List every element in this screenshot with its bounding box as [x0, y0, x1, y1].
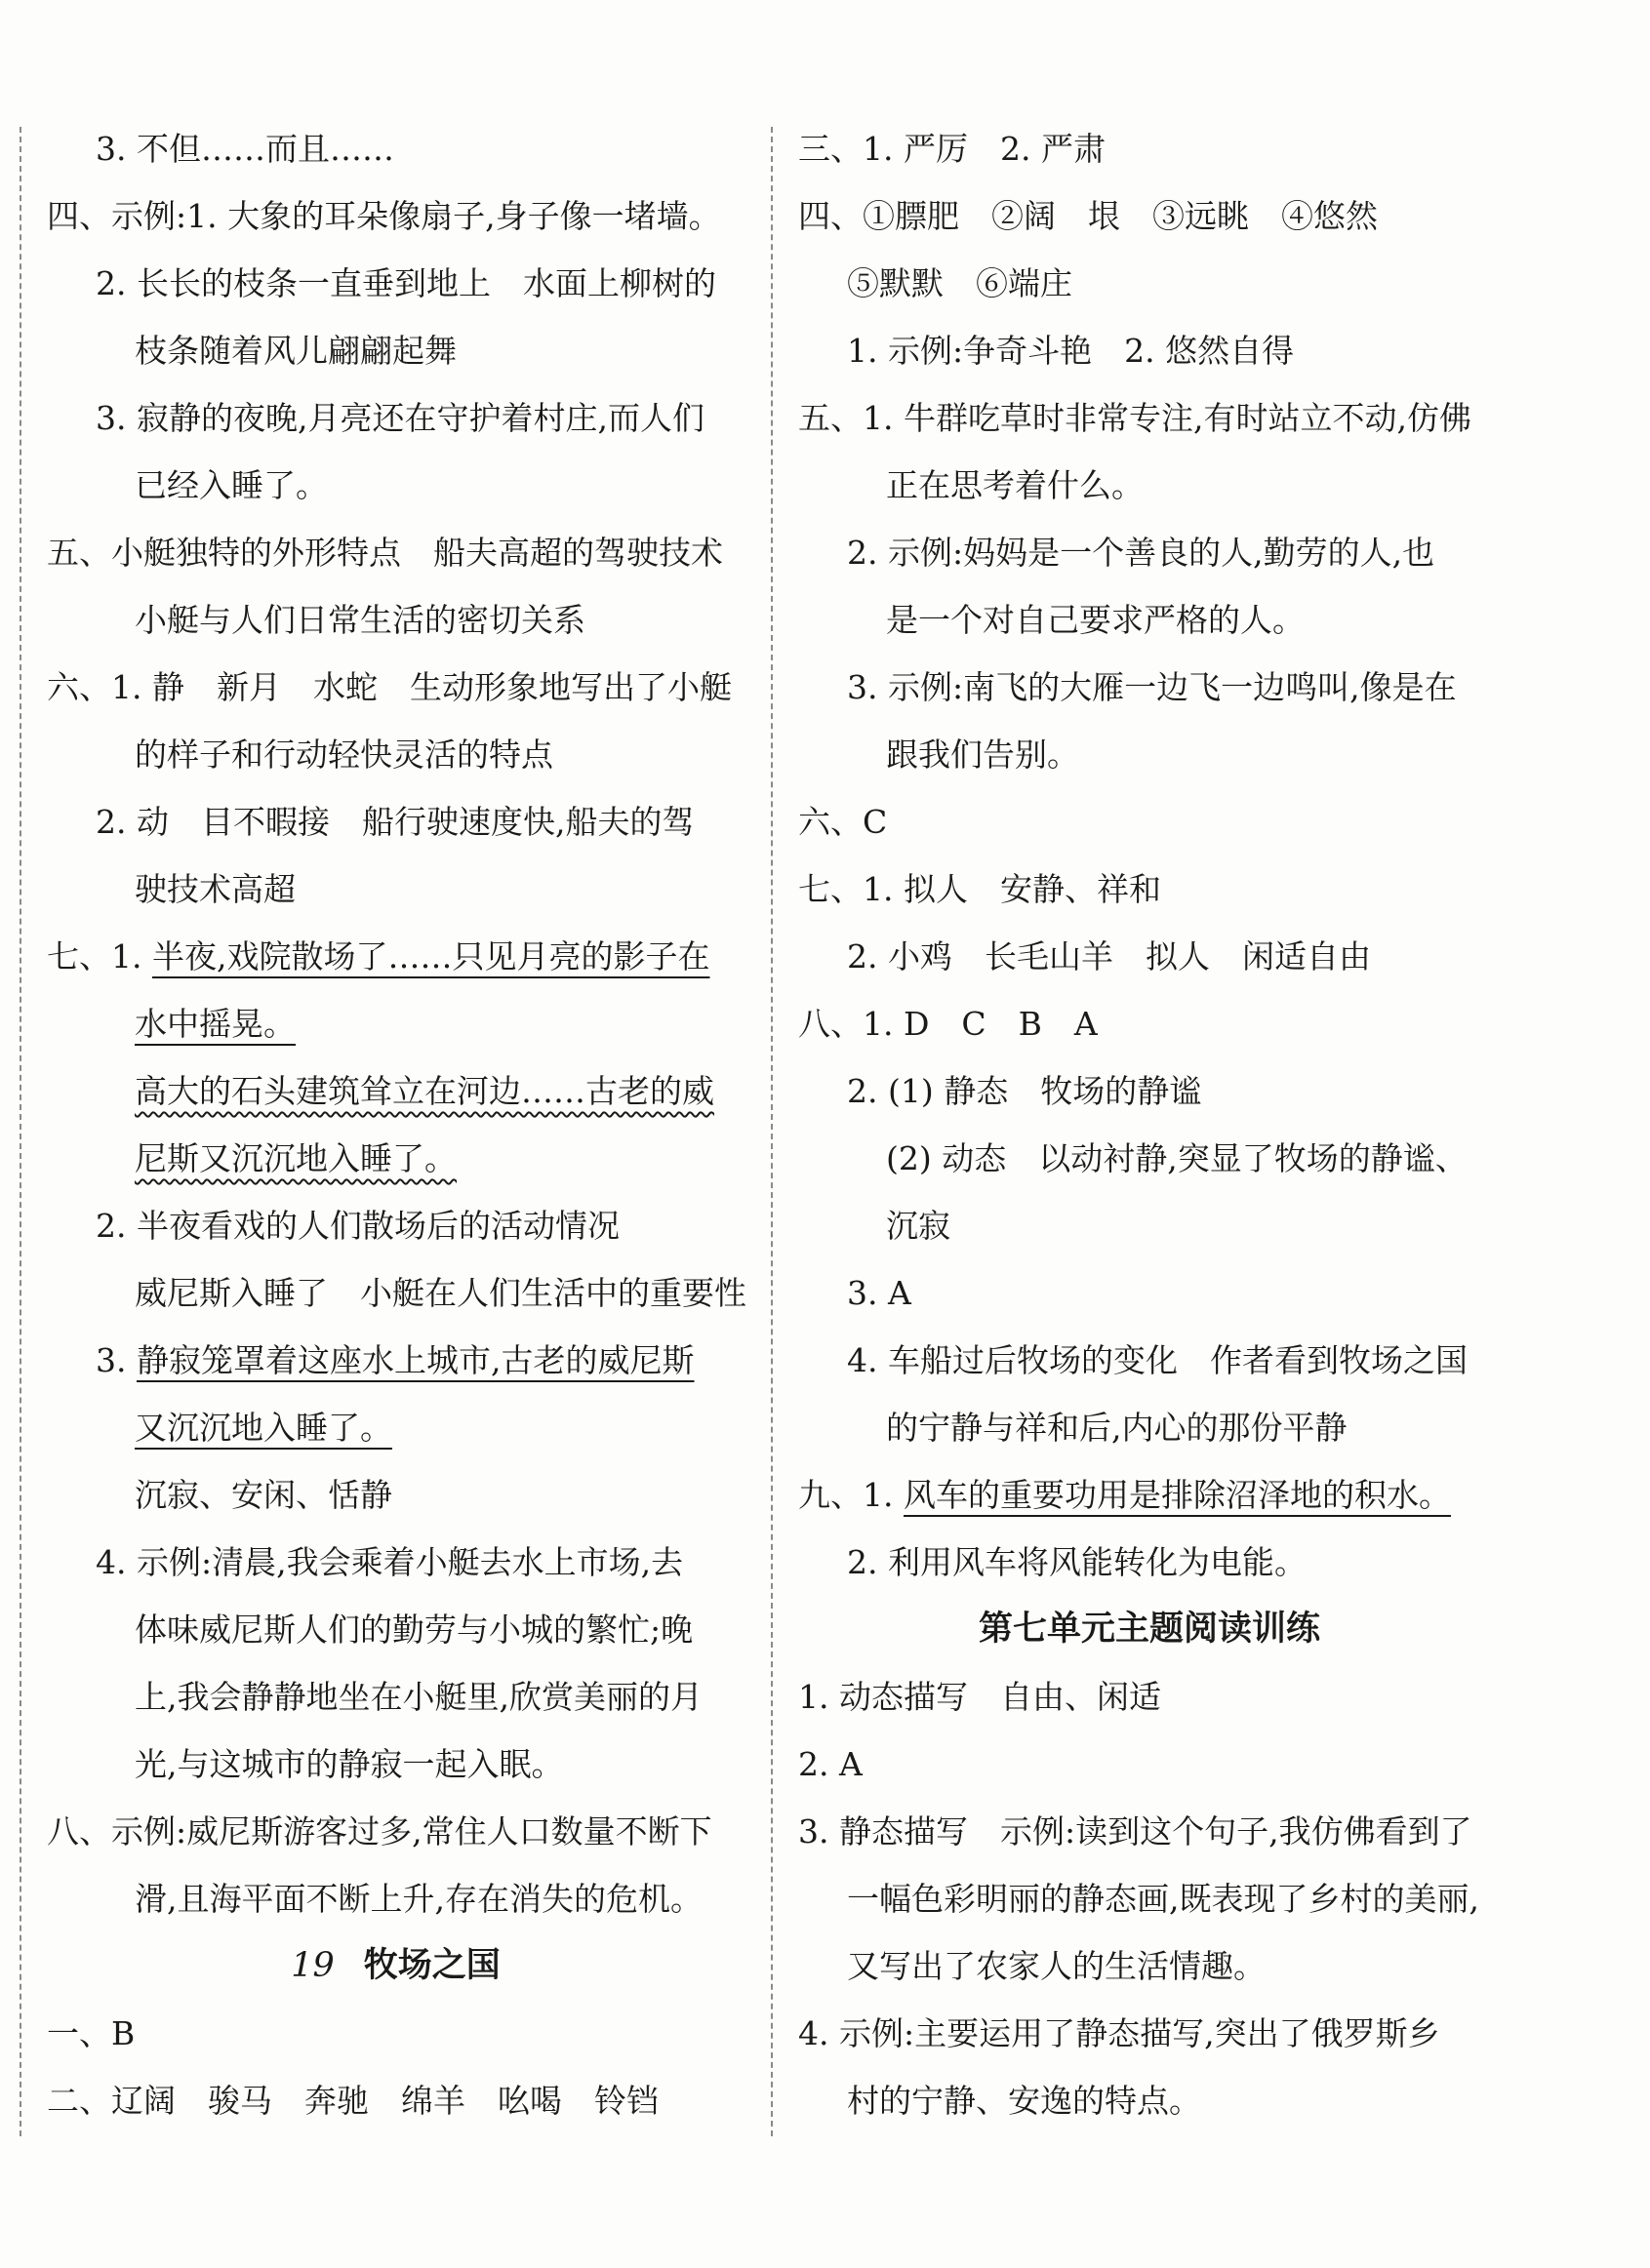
answer-line [47, 855, 745, 923]
answer-text: 五、1. 牛群吃草时非常专注,有时站立不动,仿佛 [798, 399, 1471, 437]
underlined-text: 风车的重要功用是排除沼泽地的积水。 [903, 1476, 1451, 1514]
answer-text: 二、辽阔 骏马 奔驰 绵羊 吆喝 铃铛 [47, 2082, 659, 2120]
answer-line [47, 1596, 745, 1663]
answer-line [47, 2000, 745, 2067]
answer-text: 的宁静与祥和后,内心的那份平静 [886, 1409, 1348, 1447]
answer-line [798, 384, 1501, 452]
answer-line [798, 721, 1501, 788]
answer-text: 2. 长长的枝条一直垂到地上 水面上柳树的 [96, 264, 716, 302]
answer-line [47, 182, 745, 250]
answer-line [47, 1394, 745, 1461]
answer-text: (2) 动态 以动衬静,突显了牧场的静谧、 [886, 1139, 1468, 1177]
answer-line [47, 1192, 745, 1259]
answer-line [47, 654, 745, 721]
answer-text: 2. 小鸡 长毛山羊 拟人 闲适自由 [847, 937, 1371, 975]
answer-text: 3. 不但……而且…… [96, 130, 394, 168]
answer-line [47, 1663, 745, 1731]
answer-line [798, 519, 1501, 586]
answer-text: 上,我会静静地坐在小艇里,欣赏美丽的月 [135, 1678, 703, 1716]
answer-text: 跟我们告别。 [886, 736, 1079, 774]
answer-line [798, 1057, 1501, 1125]
answer-text: 1. 动态描写 自由、闲适 [798, 1678, 1161, 1716]
answer-text: 2. 示例:妈妈是一个善良的人,勤劳的人,也 [847, 534, 1435, 572]
answer-line [798, 2000, 1501, 2067]
answer-text: 三、1. 严厉 2. 严肃 [798, 130, 1106, 168]
left-margin-dashed-line [20, 127, 21, 2136]
answer-line [798, 1461, 1501, 1529]
answer-line [47, 1057, 745, 1125]
answer-line [798, 182, 1501, 250]
answer-text: 3. 寂静的夜晚,月亮还在守护着村庄,而人们 [96, 399, 704, 437]
answer-text: 正在思考着什么。 [886, 466, 1144, 504]
answer-label: 七、1. [47, 937, 152, 975]
answer-text: 4. 车船过后牧场的变化 作者看到牧场之国 [847, 1341, 1468, 1379]
answer-text: 2. (1) 静态 牧场的静谧 [847, 1072, 1202, 1110]
answer-line [47, 250, 745, 317]
answer-text: 4. 示例:主要运用了静态描写,突出了俄罗斯乡 [798, 2014, 1440, 2052]
answer-line [798, 1932, 1501, 2000]
answer-line [47, 788, 745, 855]
answer-text: 2. A [798, 1745, 863, 1783]
answer-line [798, 1192, 1501, 1259]
answer-text: 2. 动 目不暇接 船行驶速度快,船夫的驾 [96, 803, 695, 841]
underlined-text: 尼斯又沉沉地入睡了。 [135, 1139, 457, 1177]
answer-line [47, 115, 745, 182]
answer-text: 2. 半夜看戏的人们散场后的活动情况 [96, 1207, 620, 1245]
underlined-text: 半夜,戏院散场了……只见月亮的影子在 [151, 937, 710, 975]
answer-text: 六、1. 静 新月 水蛇 生动形象地写出了小艇 [47, 668, 732, 706]
column-divider-dashed-line [771, 127, 773, 2136]
answer-text: 五、小艇独特的外形特点 船夫高超的驾驶技术 [47, 534, 723, 572]
left-answer-lines [47, 115, 745, 1932]
answer-line [798, 1259, 1501, 1327]
answer-line [798, 1394, 1501, 1461]
answer-line [798, 788, 1501, 855]
answer-text: 威尼斯入睡了 小艇在人们生活中的重要性 [135, 1274, 746, 1312]
answer-line [47, 1461, 745, 1529]
answer-line [798, 1731, 1501, 1798]
answer-line [47, 721, 745, 788]
answer-text: 七、1. 拟人 安静、祥和 [798, 870, 1161, 908]
answer-text: 4. 示例:清晨,我会乘着小艇去水上市场,去 [96, 1543, 684, 1581]
answer-line [798, 115, 1501, 182]
answer-text: 已经入睡了。 [135, 466, 328, 504]
answer-text: 又写出了农家人的生活情趣。 [847, 1947, 1266, 1985]
answer-line [47, 1125, 745, 1192]
answer-text: 3. 静态描写 示例:读到这个句子,我仿佛看到了 [798, 1812, 1472, 1850]
answer-text: 小艇与人们日常生活的密切关系 [135, 601, 585, 639]
answer-text: 3. 示例:南飞的大雁一边飞一边鸣叫,像是在 [847, 668, 1457, 706]
answer-line [47, 1259, 745, 1327]
right-answer-lines [798, 115, 1501, 1596]
unit-7-answers [798, 1663, 1501, 2134]
answer-text: 1. 示例:争奇斗艳 2. 悠然自得 [847, 332, 1295, 370]
answer-text: 2. 利用风车将风能转化为电能。 [847, 1543, 1307, 1581]
answer-line [798, 586, 1501, 654]
answer-text: 四、①膘肥 ②阔 垠 ③远眺 ④悠然 [798, 197, 1378, 235]
answer-line [47, 384, 745, 452]
answer-text: 沉寂、安闲、恬静 [135, 1476, 392, 1514]
answer-line [798, 2067, 1501, 2134]
lesson-19-heading [47, 1932, 745, 2000]
answer-text: 八、示例:威尼斯游客过多,常住人口数量不断下 [47, 1812, 712, 1850]
underlined-text: 又沉沉地入睡了。 [135, 1409, 392, 1447]
answer-line [798, 855, 1501, 923]
answer-line [47, 317, 745, 384]
lesson-19-answers [47, 2000, 745, 2134]
answer-text: 滑,且海平面不断上升,存在消失的危机。 [135, 1880, 703, 1918]
answer-text: 六、C [798, 803, 888, 841]
answer-line [798, 1865, 1501, 1932]
answer-line [47, 1327, 745, 1394]
answer-line [798, 1529, 1501, 1596]
answer-line [798, 1798, 1501, 1865]
answer-line [47, 1731, 745, 1798]
answer-line [798, 923, 1501, 990]
answer-text: 的样子和行动轻快灵活的特点 [135, 736, 553, 774]
answer-line [798, 990, 1501, 1057]
answer-text: 沉寂 [886, 1207, 950, 1245]
answer-line [47, 2067, 745, 2134]
answer-line [798, 250, 1501, 317]
underlined-text: 高大的石头建筑耸立在河边……古老的威 [135, 1072, 714, 1110]
answer-line [47, 923, 745, 990]
lesson-number: 19 [291, 1946, 335, 1985]
answer-line [47, 1865, 745, 1932]
answer-line [798, 1663, 1501, 1731]
answer-line [47, 1798, 745, 1865]
answer-text: 是一个对自己要求严格的人。 [886, 601, 1305, 639]
answer-text: 一幅色彩明丽的静态画,既表现了乡村的美丽, [847, 1880, 1479, 1918]
answer-line [47, 452, 745, 519]
answer-line [47, 1529, 745, 1596]
answer-line [47, 990, 745, 1057]
answer-line [798, 654, 1501, 721]
answer-text: 体味威尼斯人们的勤劳与小城的繁忙;晚 [135, 1611, 694, 1649]
answer-text: 四、示例:1. 大象的耳朵像扇子,身子像一堵墙。 [47, 197, 721, 235]
answer-text: 驶技术高超 [135, 870, 296, 908]
answer-text: 光,与这城市的静寂一起入眠。 [135, 1745, 564, 1783]
answer-text: ⑤默默 ⑥端庄 [847, 264, 1072, 302]
left-column [47, 115, 745, 2134]
answer-text: 村的宁静、安逸的特点。 [847, 2082, 1201, 2120]
answer-text: 一、B [47, 2014, 136, 2052]
answer-text: 八、1. D C B A [798, 1005, 1098, 1043]
answer-text: 枝条随着风儿翩翩起舞 [135, 332, 457, 370]
answer-line [798, 1125, 1501, 1192]
answer-line [798, 1327, 1501, 1394]
right-column [798, 115, 1501, 2134]
answer-line [47, 586, 745, 654]
answer-label: 九、1. [798, 1476, 904, 1514]
underlined-text: 水中摇晃。 [135, 1005, 296, 1043]
underlined-text: 静寂笼罩着这座水上城市,古老的威尼斯 [136, 1341, 695, 1379]
answer-text: 3. A [847, 1274, 911, 1312]
answer-line [47, 519, 745, 586]
unit-7-heading: 第七单元主题阅读训练 [978, 1610, 1320, 1649]
answer-line [798, 452, 1501, 519]
answer-line [798, 317, 1501, 384]
lesson-title: 牧场之国 [363, 1946, 501, 1985]
answer-label: 3. [96, 1341, 137, 1379]
